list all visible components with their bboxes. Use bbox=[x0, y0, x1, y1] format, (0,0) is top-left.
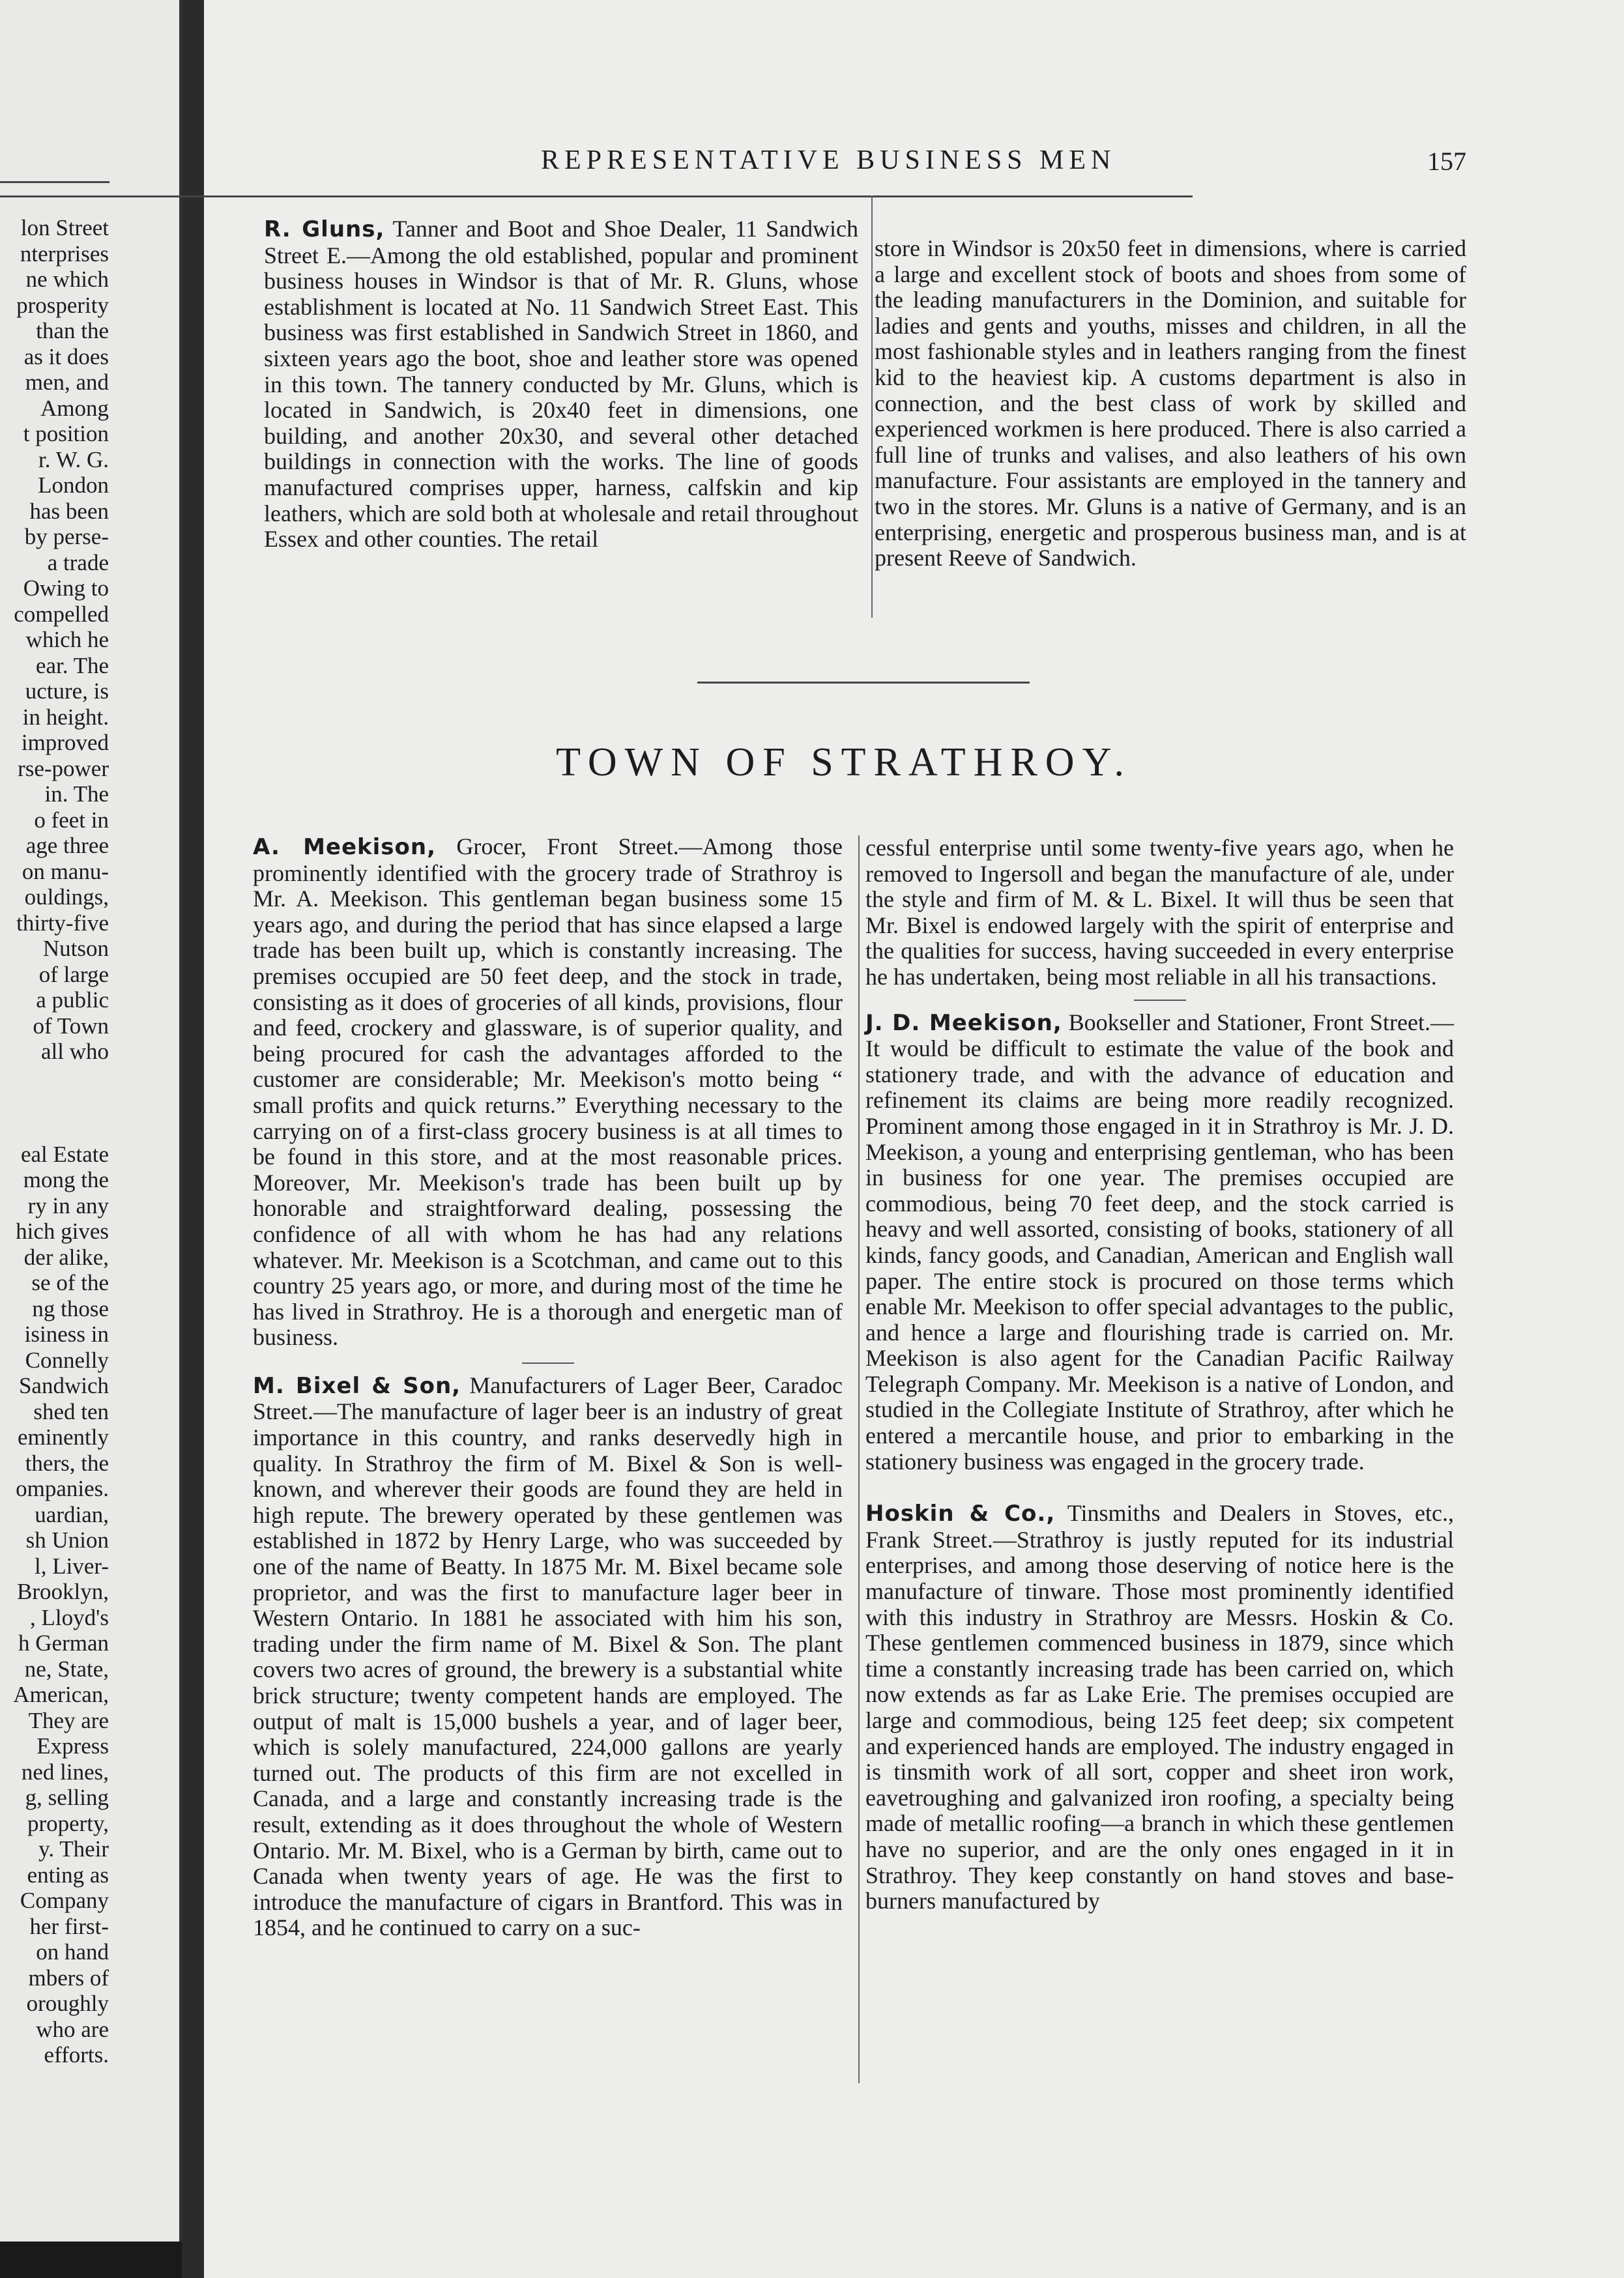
facing-page-line: l, Liver- bbox=[35, 1553, 109, 1579]
facing-page-line: Owing to bbox=[23, 575, 109, 601]
a-meekison-article bbox=[253, 834, 843, 1351]
facing-page-line: nterprises bbox=[20, 240, 109, 267]
facing-page-line: sh Union bbox=[25, 1527, 109, 1553]
facing-page-line: shed ten bbox=[33, 1398, 109, 1424]
facing-page-line: isiness in bbox=[24, 1321, 109, 1347]
facing-page-line: ned lines, bbox=[21, 1759, 109, 1785]
facing-page-line: Nutson bbox=[42, 936, 109, 961]
facing-page-line: enting as bbox=[27, 1862, 109, 1888]
facing-page-line: a trade bbox=[47, 549, 109, 575]
facing-page-line: lon Street bbox=[20, 215, 109, 240]
facing-page-line: ne, State, bbox=[24, 1656, 109, 1682]
facing-page-gap bbox=[0, 1065, 109, 1142]
facing-page-line: London bbox=[38, 472, 109, 498]
facing-page-line: of large bbox=[38, 961, 109, 987]
gluns-article-left bbox=[264, 216, 858, 553]
facing-page-line: o feet in bbox=[34, 807, 109, 833]
facing-page-line: improved bbox=[21, 730, 109, 755]
facing-page-line: efforts. bbox=[44, 2042, 109, 2068]
jd-meekison-article bbox=[865, 1010, 1454, 1475]
facing-page-line: on hand bbox=[36, 1939, 109, 1965]
facing-page-line: prosperity bbox=[16, 292, 109, 318]
a-meekison-text: Grocer, Front Street.—Among those prominently identified with the grocery trade of Strathroy is Mr. A. Meekison. This gentleman began business some 15 years ago, and during the period that has since elapsed a large trade has been built up, which is constantly increasing. The premises occupied are 50 feet deep, and the stock in trade, consisting as it does of groceries of all kinds, provisions, flour and feed, crockery and glassware, is of superior quality, and being procured for cash the advantages afforded to the customer are considerable; Mr. Meekison's motto being “ small profits and quick returns.” Everything necessary to the carrying on of a first-class grocery business is at all times to be found in this store, and at the most reasonable prices. Moreover, Mr. Meekison's trade has been built up by honorable and straightforward dealing, possessing the confidence of all with whom he has had any relations whatever. Mr. Meekison is a Scotchman, and came out to this country 25 years ago, or more, and during most of the time he has lived in Strathroy. He is a thorough and energetic man of business. bbox=[253, 833, 843, 1351]
facing-page-line: hich gives bbox=[16, 1218, 109, 1244]
facing-page-line: rse-power bbox=[18, 755, 109, 781]
facing-page-text bbox=[0, 215, 109, 2068]
gluns-text-left: Tanner and Boot and Shoe Dealer, 11 Sandwich Street E.—Among the old established, popular and prominent business houses in Windsor is that of Mr. R. Gluns, whose establishment is located at No. 11 Sandwich Street East. This business was first established in Sandwich Street in 1860, and sixteen years ago the boot, shoe and leather store was opened in this town. The tannery conducted by Mr. Gluns, which is located in Sandwich, is 20x40 feet in dimensions, one building, and another 20x30, and several other detached buildings in connection with the works. The line of goods manufactured comprises upper, harness, calfskin and kip leathers, which are sold both at wholesale and retail throughout Essex and other counties. The retail bbox=[264, 216, 858, 553]
facing-page-line: eminently bbox=[18, 1424, 109, 1450]
facing-page-line: who are bbox=[36, 2016, 109, 2042]
facing-page-line: on manu- bbox=[22, 858, 109, 884]
facing-page-line: Company bbox=[20, 1888, 109, 1913]
hoskin-article bbox=[865, 1501, 1454, 1914]
facing-page-line: which he bbox=[25, 627, 109, 652]
facing-page-line: age three bbox=[25, 833, 109, 858]
a-meekison-lead: A. Meekison, bbox=[253, 834, 437, 860]
facing-page-line: Brooklyn, bbox=[17, 1579, 109, 1604]
gluns-text-right: store in Windsor is 20x50 feet in dimensions, where is carried a large and excellent stock of boots and shoes from some of the leading manufacturers in the Dominion, and suitable for ladies and gents and youths, misses and children, in all the most fashionable styles and in leathers ranging from the finest kid to the heaviest kip. A customs department is also in connection, and the best class of work by skilled and experienced workmen is here produced. There is also carried a full line of trunks and valises, and also leathers of his own manufacture. Four assistants are employed in the tannery and two in the stores. Mr. Gluns is a native of Germany, and is an enterprising, energetic and prosperous business man, and is at present Reeve of Sandwich. bbox=[875, 235, 1466, 571]
section-title: TOWN OF STRATHROY. bbox=[556, 740, 1132, 785]
facing-page-line: Express bbox=[36, 1733, 109, 1759]
facing-page-line: ucture, is bbox=[25, 678, 109, 704]
facing-page-line: ne which bbox=[25, 267, 109, 292]
facing-page-line: t position bbox=[23, 421, 109, 446]
facing-page-line: Among bbox=[40, 395, 109, 421]
facing-page-line: ouldings, bbox=[24, 884, 109, 910]
facing-page-line: has been bbox=[29, 498, 109, 524]
bixel-article bbox=[253, 1373, 843, 1941]
facing-page-header-rule bbox=[0, 181, 109, 183]
facing-page-line: g, selling bbox=[25, 1785, 109, 1810]
facing-page-line: ry in any bbox=[27, 1192, 109, 1218]
facing-page-line: , Lloyd's bbox=[29, 1604, 109, 1630]
bixel-continued: cessful enterprise until some twenty-five years ago, when he removed to Ingersoll and began the manufacture of ale, under the style and firm of M. & L. Bixel. It will thus be seen that Mr. Bixel is endowed largely with the spirit of enterprise and the qualities for success, having succeeded in every enterprise he has undertaken, being most reliable in all his transactions. bbox=[865, 835, 1454, 990]
facing-page-line: men, and bbox=[25, 369, 109, 395]
facing-page-line: ng those bbox=[32, 1295, 109, 1321]
page-number: 157 bbox=[1427, 147, 1466, 176]
facing-page-line: her first- bbox=[29, 1913, 109, 1939]
bixel-lead: M. Bixel & Son, bbox=[253, 1372, 461, 1399]
hoskin-lead: Hoskin & Co., bbox=[865, 1501, 1056, 1527]
facing-page bbox=[0, 0, 182, 2242]
facing-page-line: se of the bbox=[31, 1270, 109, 1295]
page-header bbox=[274, 142, 1466, 181]
hoskin-text: Tinsmiths and Dealers in Stoves, etc., Frank Street.—Strathroy is justly reputed for its industrial enterprises, and among those deserving of notice here is the manufacture of tinware. Those most prominently identified with this industry in Strathroy are Messrs. Hoskin & Co. These gentlemen commenced business in 1879, since which time a constantly increasing trade has been carried on, which now extends as far as Lake Erie. The premises occupied are large and commodious, being 125 feet deep; six competent and experienced hands are employed. The industry engaged in is tinsmith work of all sort, copper and sheet iron work, eavetroughing and galvanized iron roofing, a specialty being made of metallic roofing—a branch in which these gentlemen have no superior, and are the only ones engaged in it in Strathroy. They keep constantly on hand stoves and base-burners manufactured by bbox=[865, 1500, 1454, 1914]
facing-page-line: American, bbox=[13, 1682, 109, 1707]
facing-page-line: by perse- bbox=[24, 524, 109, 549]
header-rule bbox=[0, 195, 1193, 197]
bixel-text: Manufacturers of Lager Beer, Caradoc Street.—The manufacture of lager beer is an industry of great importance in this country, and ranks deservedly high in quality. In Strathroy the firm of M. Bixel & Son is well-known, and wherever their goods are found they are held in high repute. The brewery operated by these gentlemen was established in 1872 by Henry Large, who was succeeded by one of the name of Beatty. In 1875 Mr. M. Bixel became sole proprietor, and was the first to manufacture lager beer in Western Ontario. In 1881 he associated with him his son, trading under the firm name of M. Bixel & Son. The plant covers two acres of ground, the brewery is a substantial white brick structure; twenty competent hands are employed. The output of malt is 15,000 bushels a year, and of lager beer, which is solely manufactured, 224,000 gallons are yearly turned out. The products of this firm are not excelled in Canada, and a large and constantly increasing trade is the result, extending as it does throughout the whole of Western Ontario. Mr. M. Bixel, who is a German by birth, came out to Canada when twenty years of age. He was the first to introduce the manufacture of cigars in Brantford. This was in 1854, and he continued to carry on a suc- bbox=[253, 1372, 843, 1941]
right-column bbox=[865, 835, 1454, 1914]
facing-page-line: property, bbox=[27, 1810, 109, 1836]
facing-page-line: y. Their bbox=[38, 1836, 109, 1862]
facing-page-line: thirty-five bbox=[16, 910, 109, 936]
facing-page-line: Connelly bbox=[25, 1347, 109, 1373]
facing-page-line: ompanies. bbox=[16, 1476, 109, 1501]
facing-page-line: mong the bbox=[23, 1167, 109, 1192]
gluns-article-right bbox=[875, 236, 1466, 571]
article-separator bbox=[1134, 1000, 1186, 1001]
facing-page-line: eal Estate bbox=[20, 1141, 109, 1167]
facing-page-line: Sandwich bbox=[18, 1373, 109, 1398]
gluns-lead: R. Gluns, bbox=[264, 216, 385, 242]
facing-page-line: h German bbox=[18, 1630, 109, 1656]
jd-meekison-lead: J. D. Meekison, bbox=[865, 1009, 1062, 1036]
article-separator bbox=[522, 1362, 574, 1364]
facing-page-line: ear. The bbox=[35, 652, 109, 678]
facing-page-line: oroughly bbox=[26, 1991, 109, 2016]
book-gutter bbox=[182, 0, 204, 2278]
facing-page-line: of Town bbox=[33, 1013, 109, 1039]
facing-page-line: der alike, bbox=[23, 1244, 109, 1270]
column-divider-top bbox=[871, 195, 873, 618]
left-column bbox=[253, 834, 843, 1941]
section-divider bbox=[697, 682, 1030, 684]
facing-page-line: than the bbox=[36, 318, 109, 343]
facing-page-line: compelled bbox=[14, 601, 109, 627]
facing-page-line: in. The bbox=[44, 781, 109, 807]
facing-page-line: in height. bbox=[22, 704, 109, 730]
facing-page-line: They are bbox=[28, 1707, 109, 1733]
facing-page-line: mbers of bbox=[28, 1965, 109, 1991]
facing-page-line: a public bbox=[36, 987, 109, 1013]
facing-page-line: as it does bbox=[23, 343, 109, 369]
running-title: REPRESENTATIVE BUSINESS MEN bbox=[541, 145, 1116, 175]
facing-page-line: uardian, bbox=[35, 1501, 109, 1527]
facing-page-line: all who bbox=[40, 1039, 109, 1064]
facing-page-line: r. W. G. bbox=[38, 446, 109, 472]
column-divider-bottom bbox=[858, 835, 860, 2083]
jd-meekison-text: Bookseller and Stationer, Front Street.—It would be difficult to estimate the value of the book and stationery trade, and with the advance of education and refinement its claims are being more readily recognized. Prominent among those engaged in it in Strathroy is Mr. J. D. Meekison, a young and enterprising gentleman, who has been in business for one year. The premises occupied are commodious, being 70 feet deep, and the stock carried is heavy and well assorted, consisting of books, stationery of all kinds, fancy goods, and Canadian, American and English wall paper. The entire stock is procured on those terms which enable Mr. Meekison to offer special advantages to the public, and hence a large and flourishing trade is carried on. Mr. Meekison is also agent for the Canadian Pacific Railway Telegraph Company. Mr. Meekison is a native of London, and studied in the Collegiate Institute of Strathroy, after which he entered a mercantile house, and prior to embarking in the stationery business was engaged in the grocery trade. bbox=[865, 1009, 1454, 1475]
facing-page-line: thers, the bbox=[25, 1450, 109, 1476]
